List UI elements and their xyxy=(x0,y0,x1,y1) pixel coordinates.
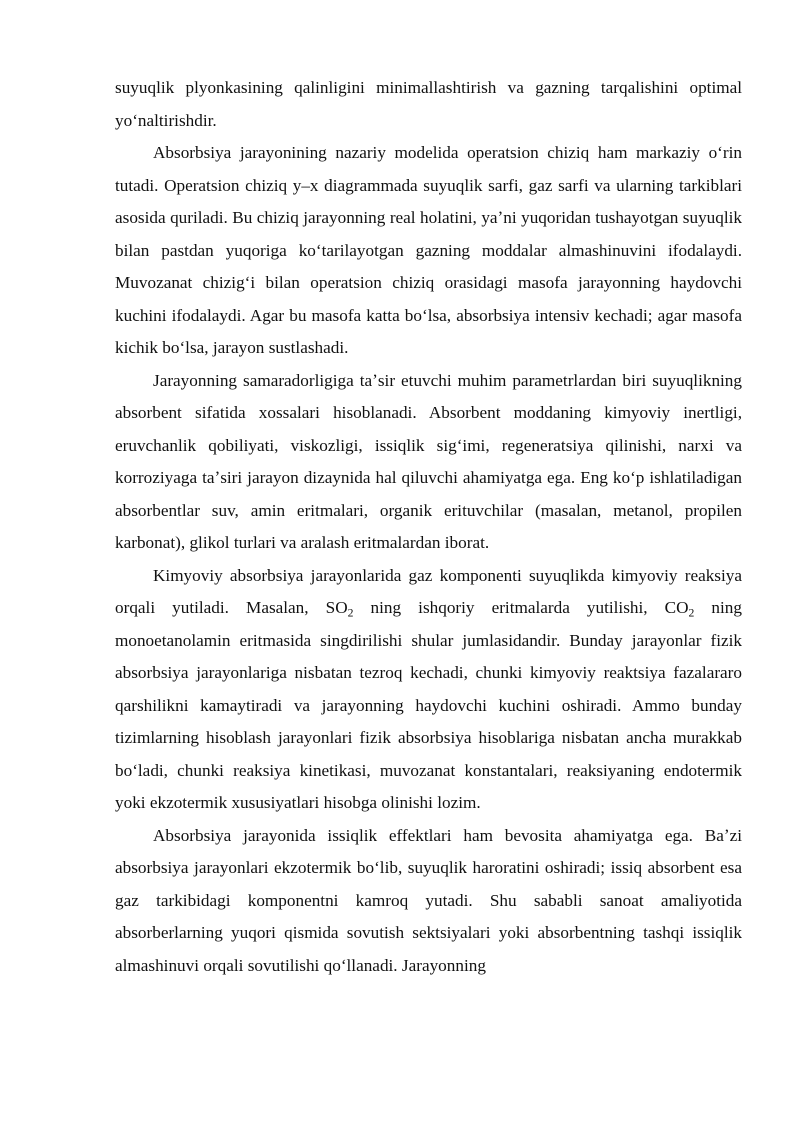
co2-subscript: 2 xyxy=(688,606,695,620)
paragraph-3: Jarayonning samaradorligiga taʼsir etuvchi muhim parametrlardan biri suyuqlikning absorbent sifatida xossalari hisoblanadi. Absorbent moddaning kimyoviy inertligi, eruvchanlik qobiliyati, viskozligi, issiqlik sigʻimi, regeneratsiya qilinishi, narxi va korroziyaga taʼsiri jarayon dizaynida hal qiluvchi ahamiyatga ega. Eng koʻp ishlatiladigan absorbentlar suv, amin eritmalari, organik erituvchilar (masalan, metanol, propilen karbonat), glikol turlari va aralash eritmalardan iborat. xyxy=(115,370,742,552)
document-page xyxy=(115,72,742,982)
paragraph-1: suyuqlik plyonkasining qalinligini minimallashtirish va gazning tarqalishini optimal yoʻnaltirishdir. xyxy=(115,78,742,130)
paragraph-4-part-1: Kimyoviy absorbsiya jarayonlarida gaz komponenti suyuqlikda kimyoviy reaksiya orqali yutiladi. Masalan, xyxy=(115,565,742,617)
co2-base: CO xyxy=(664,598,689,617)
paragraph-5: Absorbsiya jarayonida issiqlik effektlari ham bevosita ahamiyatga ega. Baʼzi absorbsiya jarayonlari ekzotermik boʻlib, suyuqlik haroratini oshiradi; issiq absorbent esa gaz tarkibidagi komponentni kamroq yutadi. Shu sababli sanoat amaliyotida absorberlarning yuqori qismida sovutish sektsiyalari yoki absorbentning tashqi issiqlik almashinuvi orqali sovutilishi qoʻllanadi. Jarayonning xyxy=(115,825,742,975)
paragraph-4 xyxy=(115,560,742,820)
so2-subscript: 2 xyxy=(347,606,354,620)
paragraph-2: Absorbsiya jarayonining nazariy modelida operatsion chiziq ham markaziy oʻrin tutadi. Operatsion chiziq y–x diagrammada suyuqlik sarfi, gaz sarfi va ularning tarkiblari asosida quriladi. Bu chiziq jarayonning real holatini, yaʼni yuqoridan tushayotgan suyuqlik bilan pastdan yuqoriga koʻtarilayotgan gazning moddalar almashinuvini ifodalaydi. Muvozanat chizigʻi bilan operatsion chiziq orasidagi masofa jarayonning haydovchi kuchini ifodalaydi. Agar bu masofa katta boʻlsa, absorbsiya intensiv kechadi; agar masofa kichik boʻlsa, jarayon sustlashadi. xyxy=(115,143,742,357)
so2-base: SO xyxy=(325,598,348,617)
paragraph-4-part-2: ning ishqoriy eritmalarda yutilishi, xyxy=(353,598,665,617)
co2-formula xyxy=(664,598,695,620)
paragraph-4-part-3: ning monoetanolamin eritmasida singdirilishi shular jumlasidandir. Bunday jarayonlar fizik absorbsiya jarayonlariga nisbatan tezroq kechadi, chunki kimyoviy reaktsiya fazalararo qarshilikni kamaytiradi va jarayonning haydovchi kuchini oshiradi. Ammo bunday tizimlarning hisoblash jarayonlari fizik absorbsiya hisoblariga nisbatan ancha murakkab boʻladi, chunki reaksiya kinetikasi, muvozanat konstantalari, reaksiyaning endotermik yoki ekzotermik xususiyatlari hisobga olinishi lozim. xyxy=(115,598,742,812)
so2-formula xyxy=(325,598,354,620)
